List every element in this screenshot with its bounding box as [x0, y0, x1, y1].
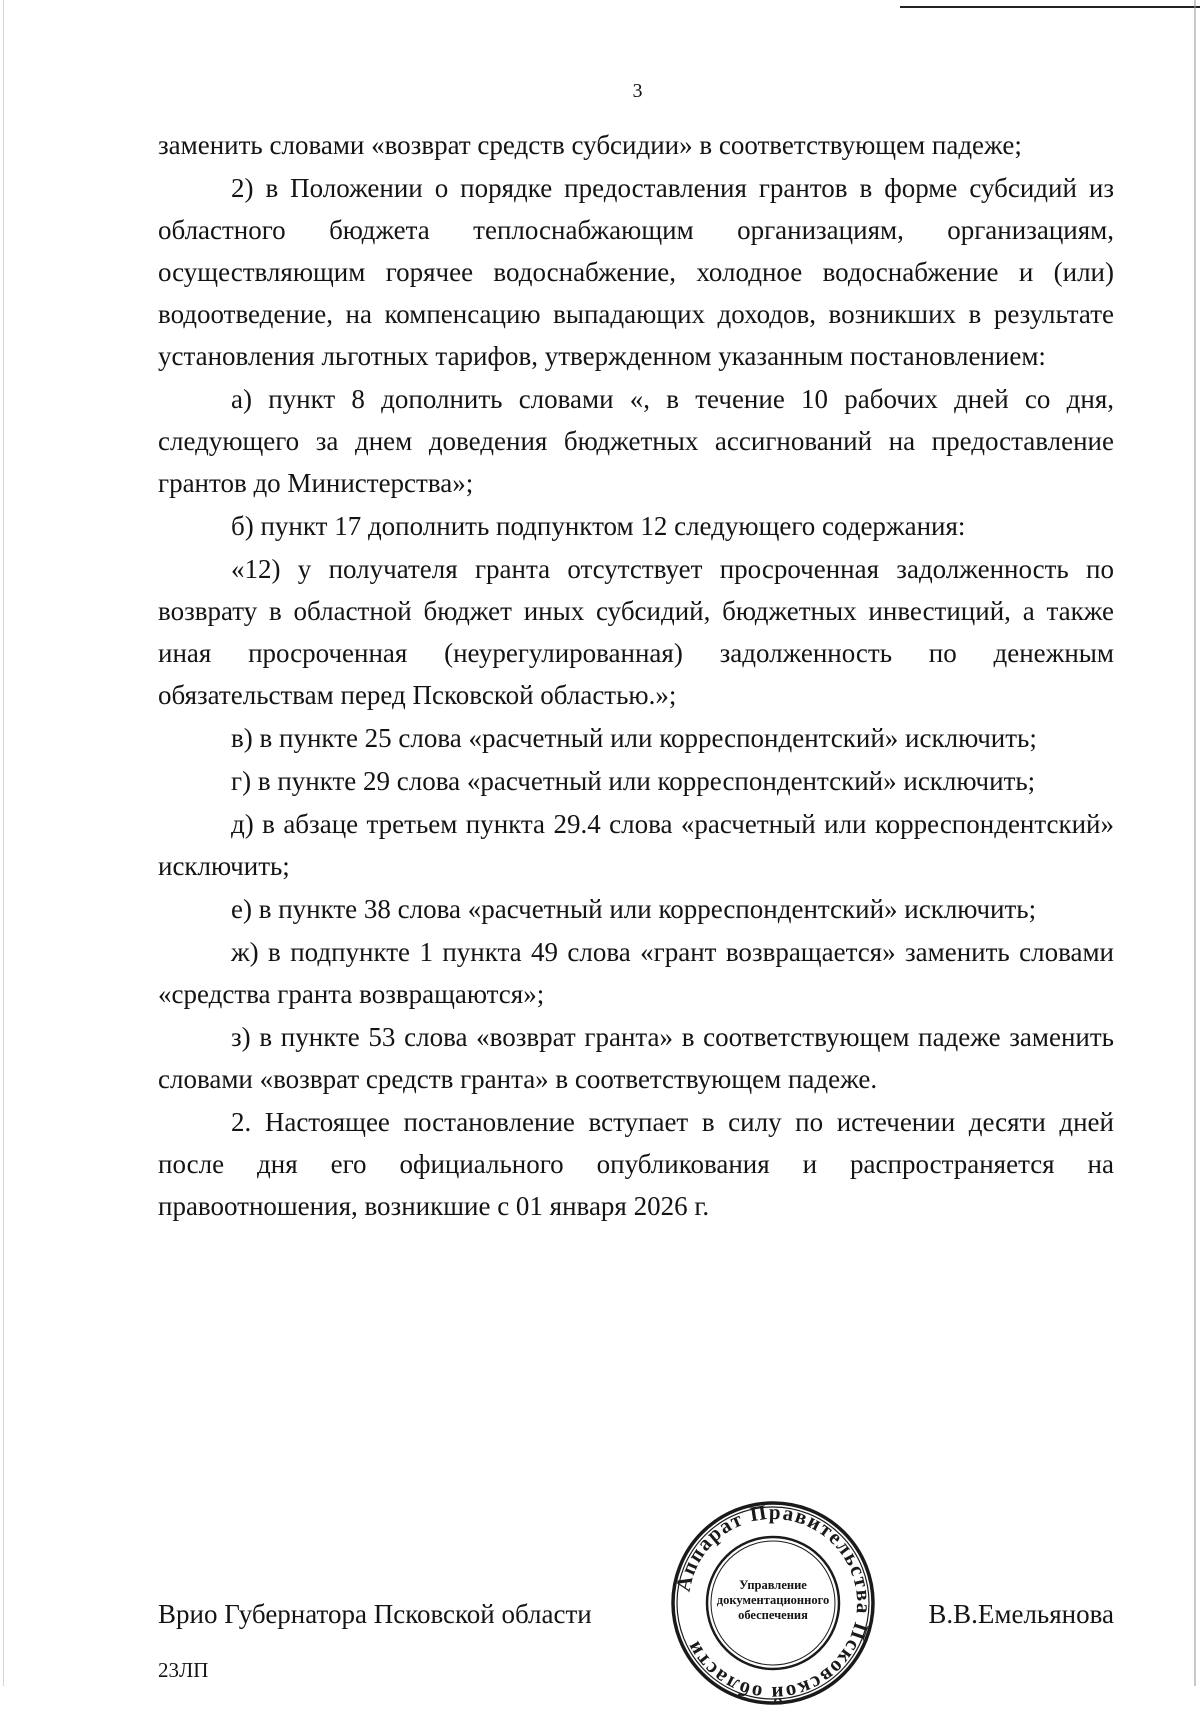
paragraph-1: заменить словами «возврат средств субсидии» в соответствующем падеже;: [158, 130, 1022, 160]
paragraph-9: е) в пункте 38 слова «расчетный или корреспондентский» исключить;: [231, 894, 1037, 924]
paragraph-6: в) в пункте 25 слова «расчетный или корреспондентский» исключить;: [231, 723, 1037, 753]
paragraph-11: з) в пункте 53 слова «возврат гранта» в соответствующем падеже заменить словами «возврат средств гранта» в соответствующем падеже.: [158, 1022, 1114, 1094]
paragraph-7: г) в пункте 29 слова «расчетный или корреспондентский» исключить;: [231, 766, 1036, 796]
seal-inner-text: [713, 1578, 833, 1623]
seal-inner-line-1: Управление: [739, 1578, 807, 1592]
signatory-name: В.В.Емельянова: [928, 1599, 1114, 1629]
paragraph-3: а) пункт 8 дополнить словами «, в течение 10 рабочих дней со дня, следующего за днем доведения бюджетных ассигнований на предоставление грантов до Министерства»;: [158, 384, 1114, 498]
paragraph-12: 2. Настоящее постановление вступает в силу по истечении десяти дней после дня его официального опубликования и распространяется на правоотношения, возникшие с 01 января 2026 г.: [158, 1107, 1114, 1221]
paragraph-2: 2) в Положении о порядке предоставления грантов в форме субсидий из областного бюджета теплоснабжающим организациям, организациям, осуществляющим горячее водоснабжение, холодное водоснабжение и (или) водоотведение, на компенсацию выпадающих доходов, возникших в результате установления льготных тарифов, утвержденном указанным постановлением:: [158, 173, 1114, 371]
scan-edge-top: [900, 0, 1200, 8]
paragraph-5: «12) у получателя гранта отсутствует просроченная задолженность по возврату в областной бюджет иных субсидий, бюджетных инвестиций, а также иная просроченная (неурегулированная) задолженность по денежным обязательствам перед Псковской областью.»;: [158, 554, 1114, 710]
official-seal: [668, 1498, 878, 1708]
paragraph-8: д) в абзаце третьем пункта 29.4 слова «расчетный или корреспондентский» исключить;: [158, 809, 1114, 881]
page-number: 3: [632, 80, 643, 102]
scan-edge-right: [1194, 0, 1196, 1686]
document-code: 23ЛП: [158, 1658, 209, 1682]
signatory-title: Врио Губернатора Псковской области: [158, 1599, 592, 1629]
document-body: [158, 124, 1114, 1227]
scan-edge-left: [3, 0, 4, 1686]
seal-inner-line-3: обеспечения: [738, 1608, 808, 1622]
seal-inner-line-2: документационного: [716, 1593, 830, 1607]
seal-outer-text: Аппарат Правительства Псковской области: [670, 1499, 877, 1707]
paragraph-4: б) пункт 17 дополнить подпунктом 12 следующего содержания:: [231, 511, 966, 541]
paragraph-10: ж) в подпункте 1 пункта 49 слова «грант возвращается» заменить словами «средства гранта возвращаются»;: [158, 937, 1114, 1009]
